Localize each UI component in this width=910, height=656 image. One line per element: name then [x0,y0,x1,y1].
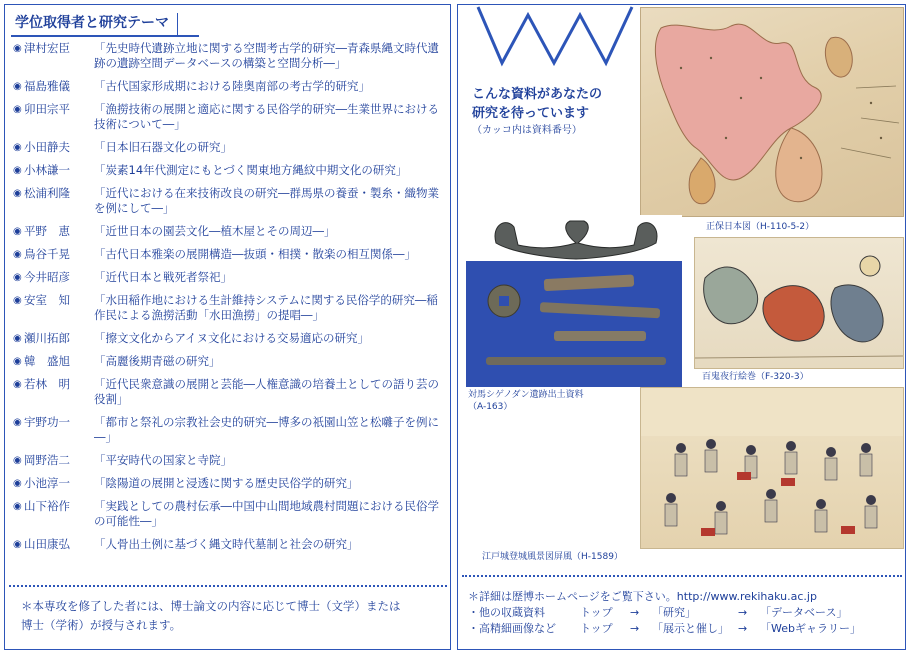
bullet-icon: ◉ [13,539,22,550]
zigzag-decoration [472,5,642,71]
researcher-item [13,476,445,491]
nav-path-row [468,621,902,637]
nav-path-step[interactable]: 「データベース」 [760,606,848,619]
bullet-icon: ◉ [13,81,22,92]
researcher-name: 山下裕作 [24,499,70,513]
nav-path-label: ・高精細画像など [468,622,556,635]
research-topic: 「近世日本の園芸文化―植木屋とその周辺―」 [94,224,336,238]
researcher-item [13,163,445,178]
researcher-item [13,79,445,94]
bullet-icon: ◉ [13,455,22,466]
researcher-name: 小田静夫 [24,140,70,154]
researcher-name: 岡野浩二 [24,453,70,467]
researcher-item [13,415,445,445]
researcher-item [13,186,445,216]
researcher-name: 福島雅儀 [24,79,70,93]
research-topic: 「擦文文化からアイヌ文化における交易適応の研究」 [94,331,369,345]
bullet-icon: ◉ [13,188,22,199]
title-rule [11,35,199,37]
arrow-icon: → [738,622,748,635]
researcher-item [13,377,445,407]
researcher-name: 若林 明 [24,377,70,391]
researcher-name: 宇野功一 [24,415,70,429]
research-topic: 「実践としての農村伝承―中国中山間地域農村問題における民俗学の可能性―」 [94,499,439,528]
research-topic: 「日本旧石器文化の研究」 [94,140,232,154]
researcher-item [13,537,445,552]
research-topic: 「近代における在来技術改良の研究―群馬県の養蚕・製糸・織物業を例にして―」 [94,186,439,215]
hyakki-yagyo-scroll-image [694,237,904,369]
researcher-name: 津村宏臣 [24,41,70,55]
research-topic: 「高麗後期青磁の研究」 [94,354,221,368]
bullet-icon: ◉ [13,142,22,153]
researcher-item [13,499,445,529]
researcher-item [13,354,445,369]
degree-holders-panel [4,4,451,650]
researcher-name: 鳥谷千晃 [24,247,70,261]
researcher-name: 今井昭彦 [24,270,70,284]
artifacts-photo [466,215,682,387]
bullet-icon: ◉ [13,501,22,512]
bullet-icon: ◉ [13,272,22,283]
dotted-divider [9,585,447,587]
nav-path-step[interactable]: 「研究」 [652,606,696,619]
researcher-name: 山田康弘 [24,537,70,551]
degree-note [21,597,441,635]
nav-path-top[interactable]: トップ [580,622,613,635]
nav-path-top[interactable]: トップ [580,606,613,619]
bullet-icon: ◉ [13,226,22,237]
callout [472,85,652,139]
researcher-item [13,102,445,132]
arrow-icon: → [630,622,640,635]
bullet-icon: ◉ [13,249,22,260]
bullet-icon: ◉ [13,165,22,176]
researcher-item [13,247,445,262]
bullet-icon: ◉ [13,356,22,367]
researcher-name: 小林謙一 [24,163,70,177]
research-topic: 「水田稲作地における生計維持システムに関する民俗学的研究―稲作民による漁撈活動「水田漁撈」の提唱―」 [94,293,438,322]
research-topic: 「近代日本と戦死者祭祀」 [94,270,232,284]
researcher-item [13,293,445,323]
bullet-icon: ◉ [13,379,22,390]
nav-paths [468,605,902,637]
degree-note-line: 博士（学術）が授与されます。 [21,618,182,632]
research-topic: 「古代日本雅楽の展開構造―抜頭・相撲・散楽の相互関係―」 [94,247,416,261]
bullet-icon: ◉ [13,478,22,489]
bullet-icon: ◉ [13,295,22,306]
shoho-japan-map-image [640,7,904,217]
researcher-name: 平野 恵 [24,224,70,238]
edo-caption: 江戸城登城風景図屏風（H-1589） [482,552,623,562]
bullet-icon: ◉ [13,333,22,344]
researcher-item [13,331,445,346]
nav-path-label: ・他の収蔵資料 [468,606,545,619]
research-topic: 「炭素14年代測定にもとづく関東地方縄紋中期文化の研究」 [94,163,408,177]
nav-path-step[interactable]: 「Webギャラリー」 [760,622,861,635]
dotted-divider [462,575,902,577]
callout-line: こんな資料があなたの [472,87,603,102]
researcher-item [13,453,445,468]
map-caption: 正保日本図（H-110-5-2） [706,222,815,232]
website-info [468,589,902,637]
research-topic: 「古代国家形成期における陸奥南部の考古学的研究」 [94,79,370,93]
research-topic: 「陰陽道の展開と浸透に関する歴史民俗学的研究」 [94,476,359,490]
researcher-name: 安室 知 [24,293,70,307]
researcher-item [13,41,445,71]
artifacts-caption-number: （A-163） [468,402,513,412]
researcher-item [13,224,445,239]
edo-castle-screen-image [640,387,904,549]
researcher-name: 韓 盛旭 [24,354,70,368]
research-topic: 「先史時代遺跡立地に関する空間考古学的研究―青森県縄文時代遺跡の遺跡空間データベースの構築と空間分析―」 [94,41,439,70]
degree-note-line: ＊本専攻を修了した者には、博士論文の内容に応じて博士（文学）または [21,599,401,613]
panel-title: 学位取得者と研究テーマ [15,13,178,35]
callout-subtext: （カッコ内は資料番号） [472,125,582,136]
researcher-item [13,140,445,155]
research-topic: 「漁撈技術の展開と適応に関する民俗学的研究―生業世界における技術について―」 [94,102,439,131]
researcher-name: 瀬川拓郎 [24,331,70,345]
research-topic: 「近代民衆意識の展開と芸能―人権意識の培養土としての語り芸の役割」 [94,377,439,406]
website-info-line[interactable]: ＊詳細は歴博ホームページをご覧下さい。http://www.rekihaku.ac.jp [468,590,817,603]
callout-line: 研究を待っています [472,106,590,121]
researcher-name: 小池淳一 [24,476,70,490]
bullet-icon: ◉ [13,417,22,428]
bullet-icon: ◉ [13,43,22,54]
research-topic: 「人骨出土例に基づく縄文時代墓制と社会の研究」 [94,537,359,551]
researcher-name: 松浦利隆 [24,186,70,200]
yokai-caption: 百鬼夜行絵巻（F-320-3） [702,372,809,382]
research-topic: 「平安時代の国家と寺院」 [94,453,232,467]
arrow-icon: → [630,606,640,619]
artifacts-caption: 対馬シゲノダン遺跡出土資料 [468,390,584,400]
bullet-icon: ◉ [13,104,22,115]
nav-path-step[interactable]: 「展示と催し」 [652,622,729,635]
researcher-item [13,270,445,285]
arrow-icon: → [738,606,748,619]
nav-path-row [468,605,902,621]
materials-panel [457,4,906,650]
researcher-list [13,41,445,560]
researcher-name: 卯田宗平 [24,102,70,116]
research-topic: 「都市と祭礼の宗教社会史的研究―博多の祇園山笠と松囃子を例に―」 [94,415,439,444]
